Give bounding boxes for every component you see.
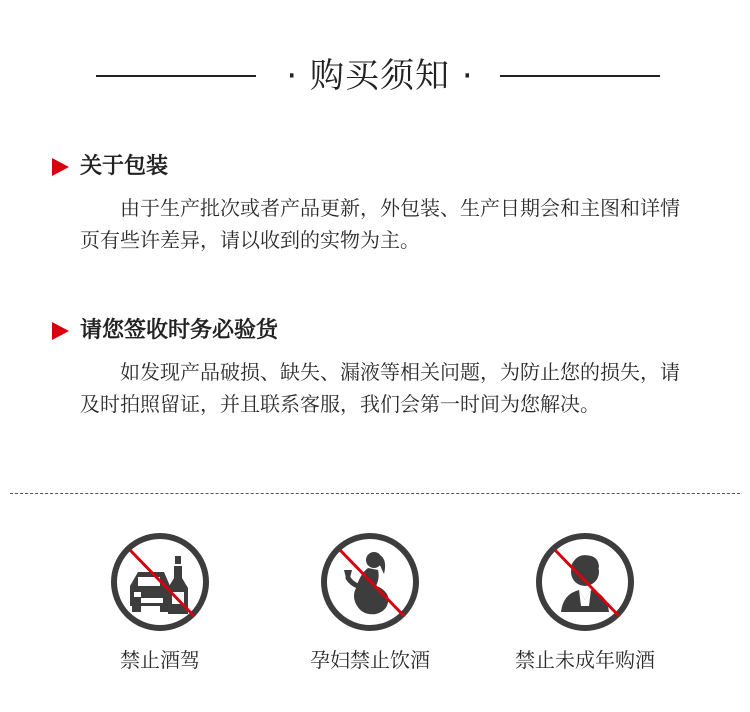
prohibition-label: 孕妇禁止饮酒 xyxy=(310,648,430,672)
title-label: 购买须知 xyxy=(310,56,450,96)
prohibition-label: 禁止未成年购酒 xyxy=(515,648,655,672)
no-pregnant-drinking-icon xyxy=(318,530,422,634)
red-triangle-arrow-icon xyxy=(52,158,69,176)
section-packaging xyxy=(52,150,702,256)
section-body: 由于生产批次或者产品更新，外包装、生产日期会和主图和详情页有些许差异，请以收到的实物为主。 xyxy=(80,196,680,252)
section-header xyxy=(52,314,702,348)
dashed-divider xyxy=(10,493,740,494)
no-drunk-driving-icon xyxy=(108,530,212,634)
prohibition-no-drunk-driving xyxy=(40,530,280,680)
title-dot-right: · xyxy=(461,56,474,96)
title-line-left xyxy=(96,75,256,77)
section-inspect-on-delivery xyxy=(52,314,702,420)
title-line-right xyxy=(500,75,660,77)
prohibition-label: 禁止酒驾 xyxy=(120,648,200,672)
section-title: 关于包装 xyxy=(80,154,169,179)
prohibition-minors-no-alcohol xyxy=(465,530,705,680)
no-minors-alcohol-icon xyxy=(533,530,637,634)
title-row xyxy=(0,48,750,104)
red-triangle-arrow-icon xyxy=(52,322,69,340)
section-header xyxy=(52,150,702,184)
section-body: 如发现产品破损、缺失、漏液等相关问题，为防止您的损失，请及时拍照留证，并且联系客服，我们会第一时间为您解决。 xyxy=(80,360,680,416)
section-title: 请您签收时务必验货 xyxy=(80,318,279,343)
prohibition-pregnant-no-drinking xyxy=(250,530,490,680)
title-dot-left: · xyxy=(286,56,299,96)
page-title xyxy=(270,48,490,104)
